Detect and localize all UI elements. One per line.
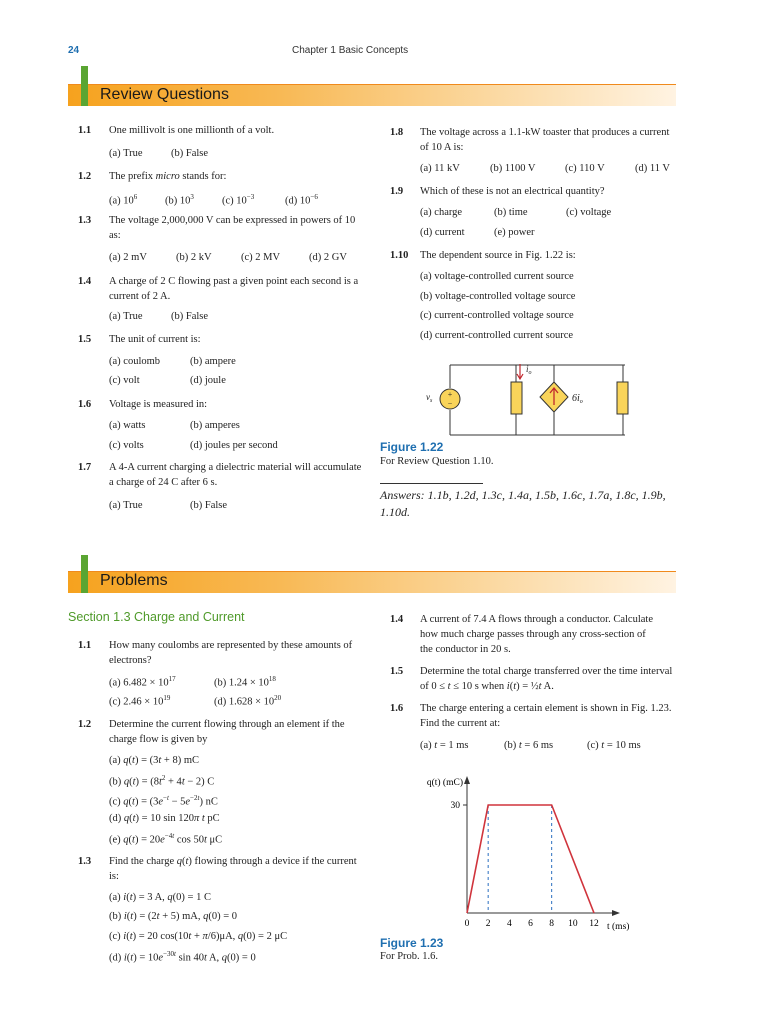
option: (d) $10^{-6}$ <box>285 193 318 207</box>
figure-1-23-label: Figure 1.23 <box>380 936 444 950</box>
dependent-source-label: $6i_o$ <box>572 393 583 405</box>
option: (a) watts <box>109 420 146 431</box>
option: (a) 11 kV <box>420 163 460 174</box>
band-marker <box>81 66 88 106</box>
question-number: 1.3 <box>78 215 92 226</box>
option: (b) $1.24 \times 10^{18}$ <box>214 675 276 689</box>
current-label: $i_o$ <box>526 364 532 376</box>
problem-number: 1.3 <box>78 856 92 867</box>
current-arrow-icon <box>517 364 523 379</box>
option: (a) True <box>109 311 143 322</box>
charge-time-chart <box>400 770 650 935</box>
problem-number: 1.6 <box>390 703 404 714</box>
option: (b) 1100 V <box>490 163 536 174</box>
option: (a) $10^6$ <box>109 193 138 207</box>
x-tick-label: 6 <box>528 919 533 929</box>
review-title: Review Questions <box>100 86 229 103</box>
option: (d) current-controlled current source <box>420 330 574 341</box>
x-tick-label: 2 <box>485 919 491 929</box>
answers: Answers: 1.1b, 1.2d, 1.3c, 1.4a, 1.5b, 1.6c, 1.7a, 1.8c, 1.9b, 1.10d. <box>380 488 666 519</box>
question-number: 1.7 <box>78 462 92 473</box>
problem-text: Determine the current flowing through an element if the charge flow is given by <box>109 719 345 745</box>
circuit-wires <box>447 365 625 435</box>
question-number: 1.8 <box>390 127 404 138</box>
problem-text: Determine the total charge transferred over the time interval of 0 ≤ t ≤ 10 s when i(t) = ½t A. <box>420 666 673 692</box>
problem-number: 1.4 <box>390 614 404 625</box>
answers-rule <box>380 483 483 484</box>
option: (c) 110 V <box>565 163 605 174</box>
charge-series-line <box>467 805 594 913</box>
option: (b) voltage-controlled voltage source <box>420 291 576 302</box>
problem-number: 1.2 <box>78 719 92 730</box>
problem-text: The charge entering a certain element is shown in Fig. 1.23. Find the current at: <box>420 703 672 729</box>
option: (c) $2.46 \times 10^{19}$ <box>109 694 171 708</box>
resistor-icon <box>511 382 522 414</box>
option: (b) 2 kV <box>176 252 212 263</box>
x-tick-label: 8 <box>549 919 555 929</box>
option: (a) q(t) = (3t + 8) mC <box>109 755 200 766</box>
x-tick-label: 4 <box>506 919 512 929</box>
question-number: 1.4 <box>78 276 92 287</box>
option: (e) $q(t) = 20e^{-4t}$ cos 50t μC <box>109 832 223 846</box>
question-number: 1.5 <box>78 334 92 345</box>
option: (a) True <box>109 500 143 511</box>
x-axis-label: t (ms) <box>607 922 630 932</box>
y-axis-label: q(t) (mC) <box>426 778 463 788</box>
y-tick-label: 30 <box>450 801 460 811</box>
question-text: The prefix micro stands for: <box>109 171 227 182</box>
circuit-diagram <box>420 358 640 438</box>
chapter-title: Chapter 1 Basic Concepts <box>292 45 409 56</box>
option: (a) 2 mV <box>109 252 147 263</box>
question-text: The unit of current is: <box>109 334 201 345</box>
page-number: 24 <box>68 45 80 56</box>
option: (d) joules per second <box>190 440 278 451</box>
option: (b) $q(t) = (8t^2 + 4t - 2)$ C <box>109 774 215 788</box>
option: (c) t = 10 ms <box>587 740 641 751</box>
x-tick-label: 10 <box>568 919 578 929</box>
figure-1-22-caption: For Review Question 1.10. <box>380 456 494 467</box>
option: (c) $q(t) = (3e^{-t} - 5e^{-2t})$ nC <box>109 794 218 808</box>
option: (b) time <box>494 207 528 218</box>
option: (b) amperes <box>190 420 240 431</box>
option: (e) power <box>494 227 535 238</box>
option: (b) False <box>171 311 209 322</box>
resistor-icon <box>617 382 628 414</box>
question-text: The dependent source in Fig. 1.22 is: <box>420 250 576 261</box>
option: (d) $i(t) = 10e^{-30t}$ sin 40t A, q(0) = 0 <box>109 950 256 964</box>
option: (a) True <box>109 148 143 159</box>
problem-number: 1.1 <box>78 640 92 651</box>
figure-1-23-caption: For Prob. 1.6. <box>380 951 439 962</box>
option: (d) q(t) = 10 sin 120π t pC <box>109 813 220 824</box>
option: (d) $1.628 \times 10^{20}$ <box>214 694 282 708</box>
question-number: 1.10 <box>390 250 409 261</box>
option: (b) $10^3$ <box>165 193 194 207</box>
problems-title: Problems <box>100 572 168 589</box>
question-text: Voltage is measured in: <box>109 399 208 410</box>
x-tick-label: 0 <box>464 919 470 929</box>
band-top-rule <box>68 84 676 85</box>
option: (d) joule <box>190 375 226 386</box>
question-text: Which of these is not an electrical quantity? <box>420 186 605 197</box>
plus-sign: + <box>447 390 453 399</box>
figure-1-22-label: Figure 1.22 <box>380 440 444 454</box>
question-text: One millivolt is one millionth of a volt. <box>109 125 275 136</box>
question-number: 1.1 <box>78 125 92 136</box>
option: (a) coulomb <box>109 356 161 367</box>
option: (a) voltage-controlled current source <box>420 271 574 282</box>
option: (b) i(t) = (2t + 5) mA, q(0) = 0 <box>109 911 238 922</box>
option: (c) current-controlled voltage source <box>420 310 574 321</box>
problem-text: Find the charge q(t) flowing through a device if the current is: <box>109 856 357 882</box>
option: (b) ampere <box>190 356 236 367</box>
band-marker <box>81 555 88 593</box>
option: (a) i(t) = 3 A, q(0) = 1 C <box>109 892 211 903</box>
option: (d) 2 GV <box>309 252 347 263</box>
problem-number: 1.5 <box>390 666 404 677</box>
option: (a) charge <box>420 207 463 218</box>
option: (b) False <box>190 500 228 511</box>
x-tick-label: 12 <box>589 919 599 929</box>
section-title: Section 1.3 Charge and Current <box>68 610 245 624</box>
option: (c) voltage <box>566 207 612 218</box>
option: (c) i(t) = 20 cos(10t + π/6)μA, q(0) = 2 μC <box>109 931 288 942</box>
problem-text: How many coulombs are represented by these amounts of electrons? <box>109 640 353 666</box>
voltage-label: $v_s$ <box>426 392 433 404</box>
option: (b) False <box>171 148 209 159</box>
x-axis-arrow-icon <box>612 910 620 916</box>
question-text: A 4-A current charging a dielectric material will accumulate a charge of 24 C after 6 s. <box>109 462 362 488</box>
option: (c) $10^{-3}$ <box>222 193 255 207</box>
problem-text: A current of 7.4 A flows through a conductor. Calculate how much charge passes through any cross-section of the conductor in 20 s. <box>420 614 653 655</box>
option: (a) $6.482 \times 10^{17}$ <box>109 675 176 689</box>
question-number: 1.9 <box>390 186 404 197</box>
option: (a) t = 1 ms <box>420 740 469 751</box>
question-number: 1.6 <box>78 399 92 410</box>
option: (d) current <box>420 227 465 238</box>
question-text: The voltage 2,000,000 V can be expressed in powers of 10 as: <box>109 215 356 241</box>
option: (c) 2 MV <box>241 252 281 263</box>
option: (d) 11 V <box>635 163 670 174</box>
option: (b) t = 6 ms <box>504 740 554 751</box>
option: (c) volts <box>109 440 144 451</box>
question-text: A charge of 2 C flowing past a given point each second is a current of 2 A. <box>109 276 359 302</box>
question-text: The voltage across a 1.1-kW toaster that produces a current of 10 A is: <box>420 127 670 153</box>
y-axis-arrow-icon <box>464 776 470 784</box>
question-number: 1.2 <box>78 171 92 182</box>
minus-sign: − <box>447 399 453 408</box>
option: (c) volt <box>109 375 140 386</box>
